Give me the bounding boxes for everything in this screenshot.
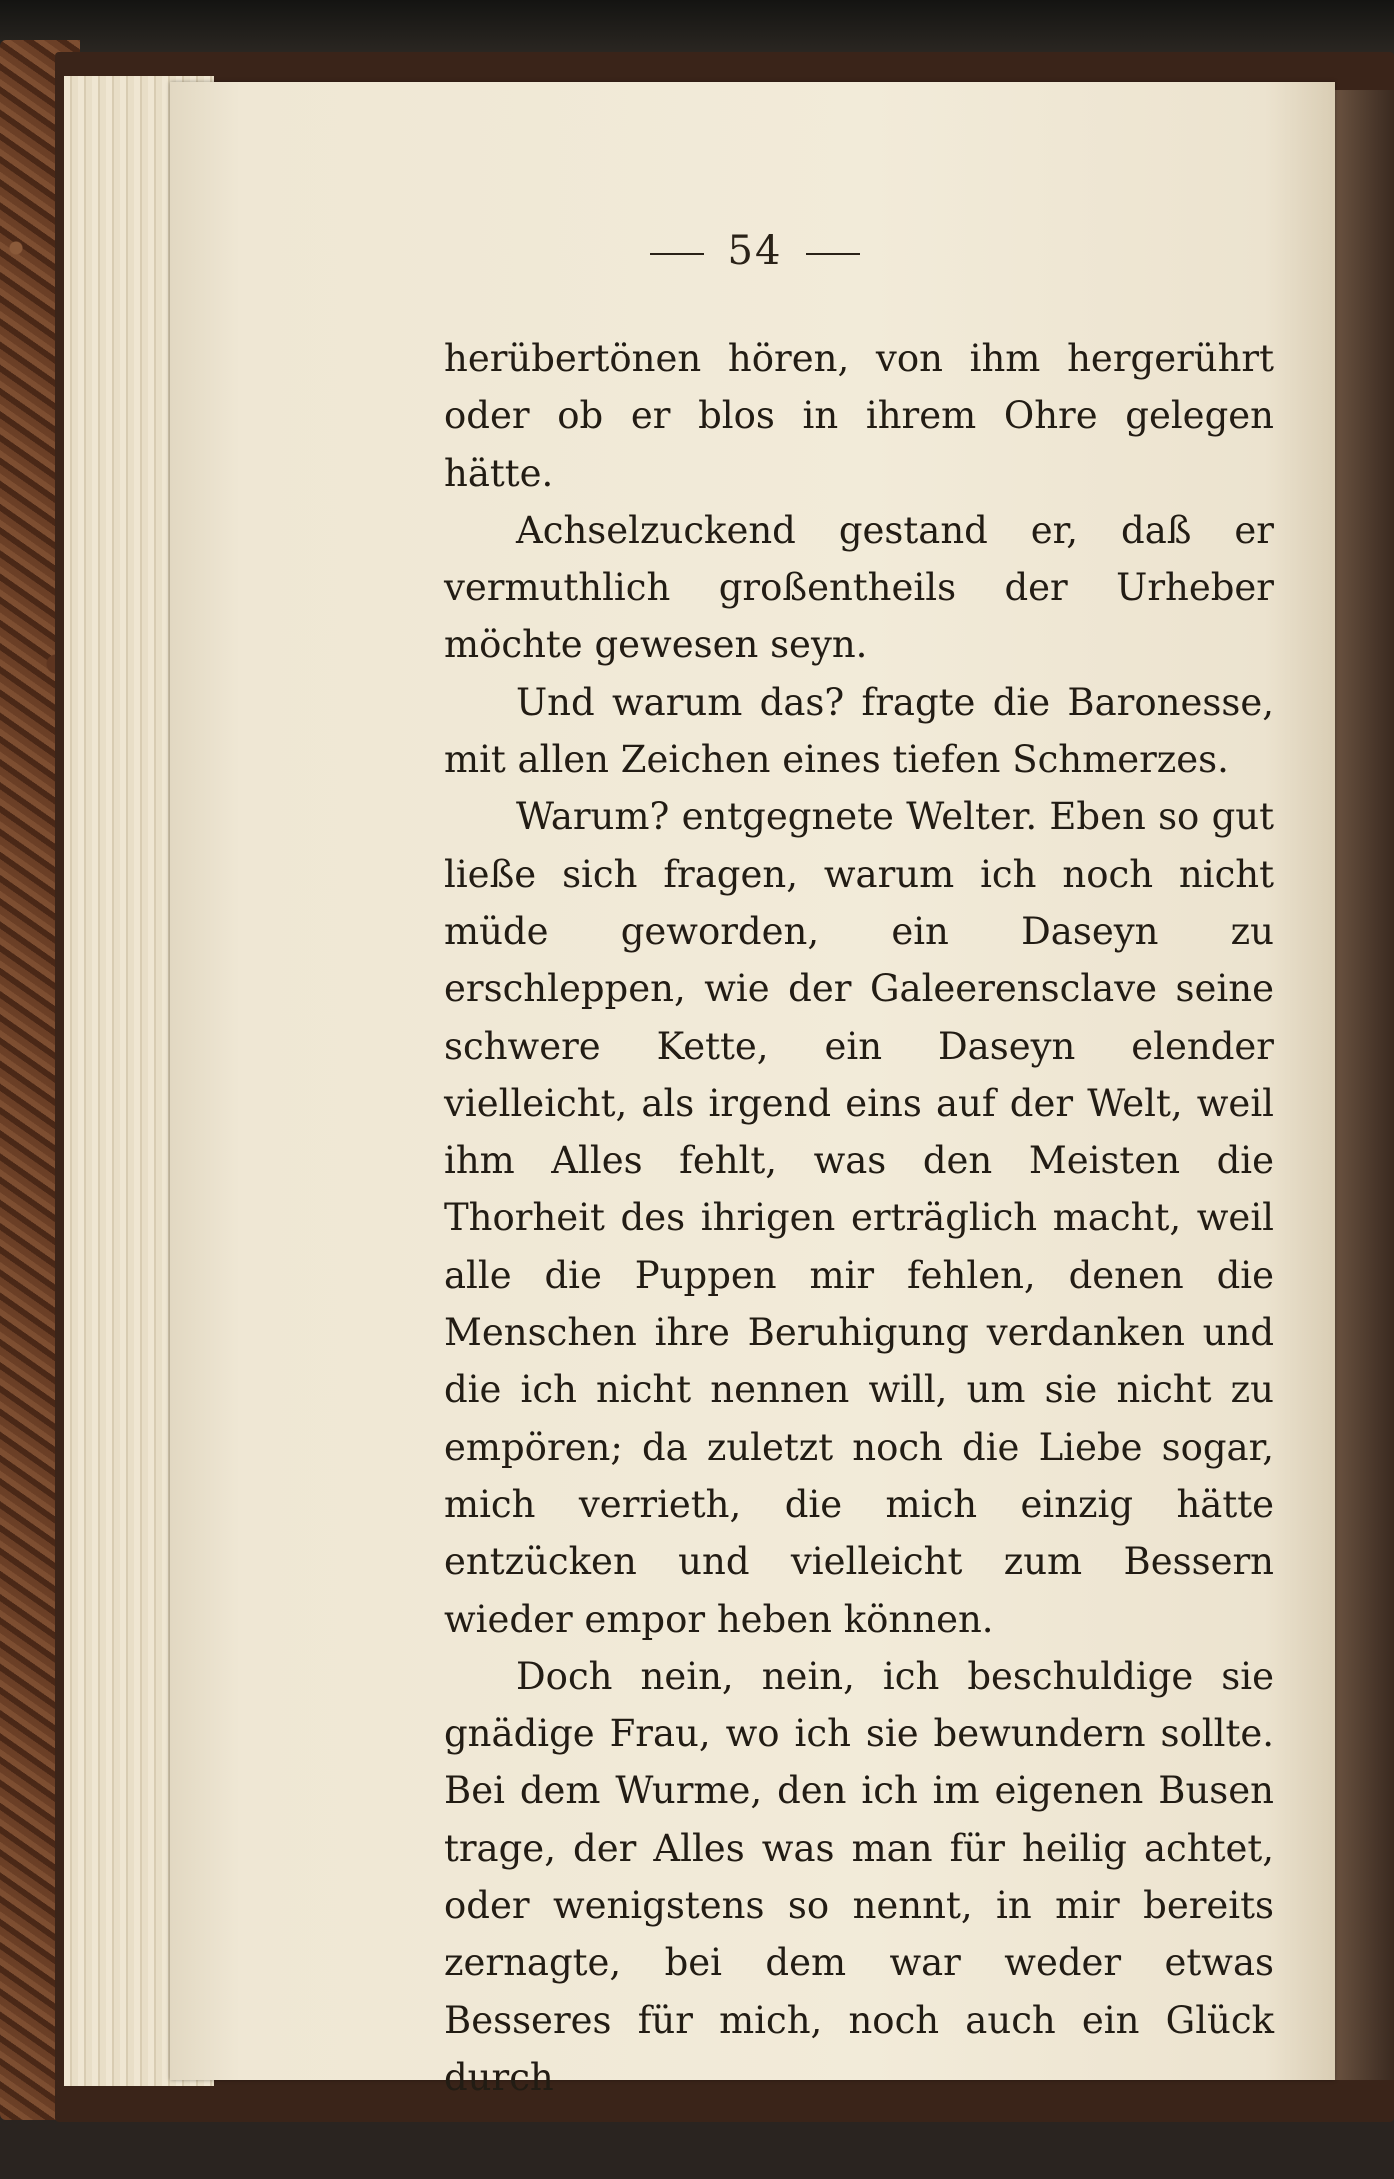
page-number-value: 54 [727, 228, 783, 274]
paragraph-5: Doch nein, nein, ich beschuldige sie gnädige Frau, wo ich sie bewundern sollte. Bei dem Wurme, den ich im eigenen Busen trage, der Alles was man für heilig achtet, oder wenigstens so nennt, in mir bereits zernagte, bei dem war weder etwas Besseres für mich, noch auch ein Glück durch [444, 1654, 1274, 2099]
paragraph-3: Und warum das? fragte die Baronesse, mit allen Zeichen eines tiefen Schmerzes. [444, 680, 1274, 782]
paragraph-4: Warum? entgegnete Welter. Eben so gut ließe sich fragen, warum ich noch nicht müde geworden, ein Daseyn zu erschleppen, wie der Galeerensclave seine schwere Kette, ein Daseyn elender vielleicht, als irgend eins auf der Welt, weil ihm Alles fehlt, was den Meisten die Thorheit des ihrigen erträglich macht, weil alle die Puppen mir fehlen, denen die Menschen ihre Beruhigung verdanken und die ich nicht nennen will, um sie nicht zu empören; da zuletzt noch die Liebe sogar, mich verrieth, die mich einzig hätte entzücken und vielleicht zum Bessern wieder empor heben können. [444, 795, 1274, 1641]
page-number [275, 228, 1235, 274]
book-right-edge [1335, 90, 1394, 2080]
page-number-dash-right [806, 253, 860, 255]
top-background-strip [0, 0, 1394, 55]
paragraph-2: Achselzuckend gestand er, daß er vermuthlich großentheils der Urheber möchte gewesen seyn. [444, 508, 1274, 667]
page-number-dash-left [650, 253, 704, 255]
paragraph-1: herübertönen hören, von ihm hergerührt oder ob er blos in ihrem Ohre gelegen hätte. [444, 337, 1274, 495]
body-text [444, 330, 1274, 2106]
